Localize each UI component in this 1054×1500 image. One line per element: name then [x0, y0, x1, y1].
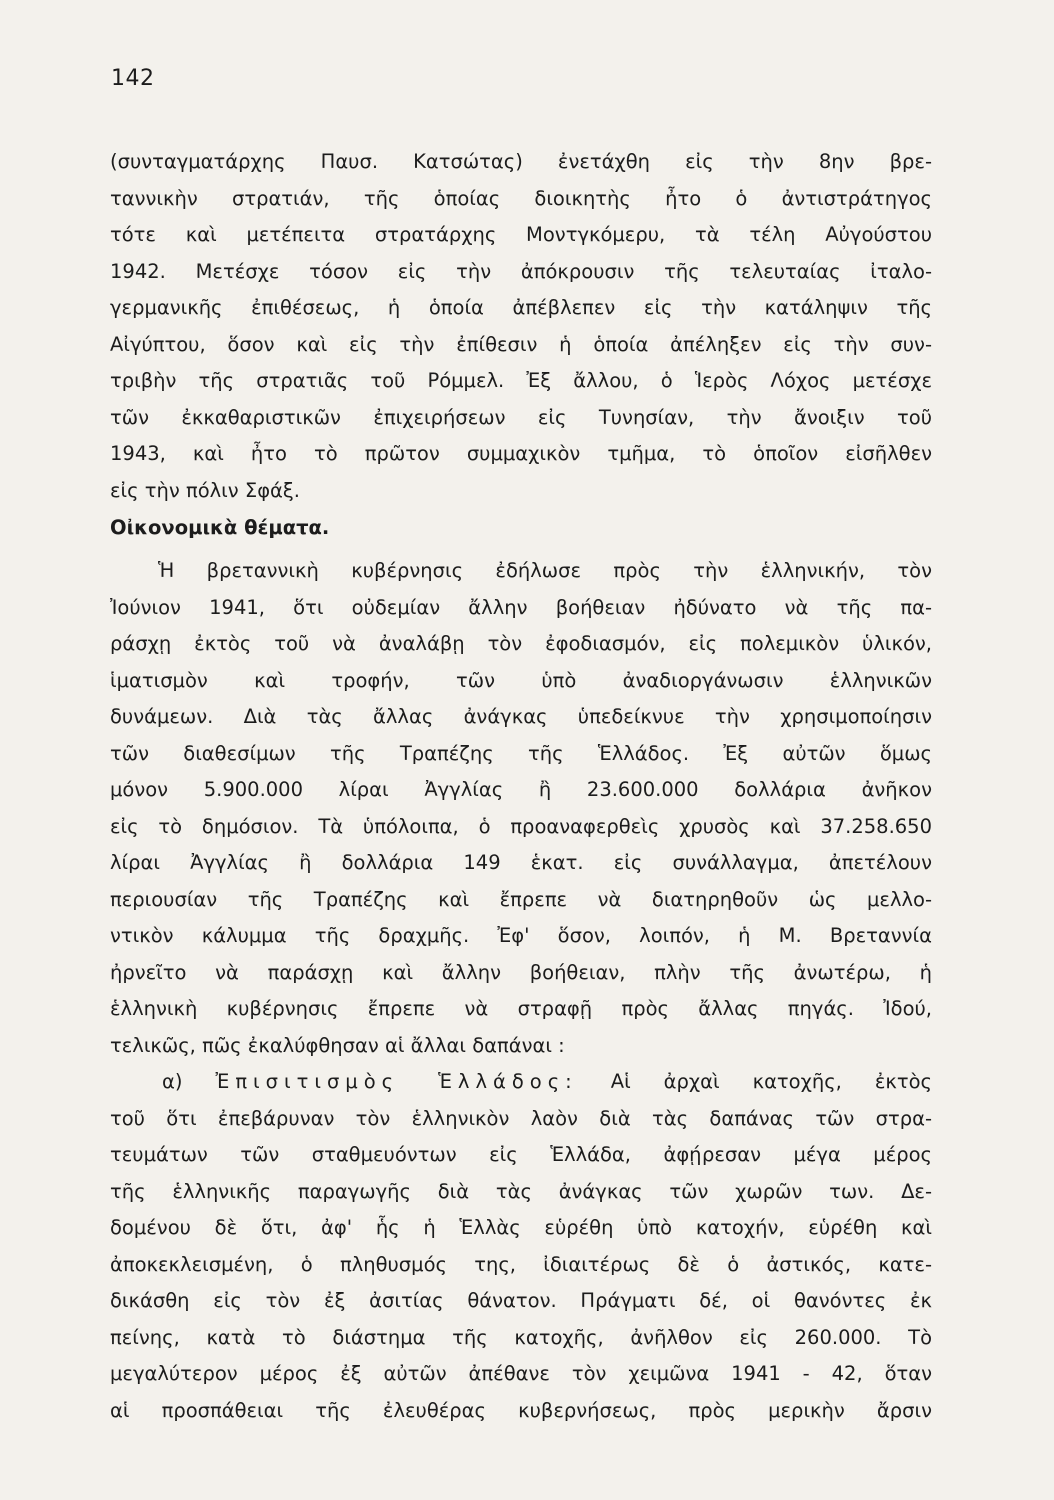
text-line: ἠρνεῖτο νὰ παράσχῃ καὶ ἄλλην βοήθειαν, πλὴν τῆς ἀνωτέρω, ἡ — [110, 960, 932, 984]
text-line: δικάσθη εἰς τὸν ἐξ ἀσιτίας θάνατον. Πράγματι δέ, οἱ θανόντες ἐκ — [110, 1289, 932, 1312]
text-line: μόνον 5.900.000 λίραι Ἀγγλίας ἢ 23.600.000 δολλάρια ἀνῆκον — [110, 778, 932, 801]
text-line: τῆς ἑλληνικῆς παραγωγῆς διὰ τὰς ἀνάγκας τῶν χωρῶν των. Δε- — [110, 1179, 932, 1203]
paragraph-economic-matters — [110, 553, 932, 1064]
page-number: 142 — [111, 66, 155, 91]
item-label: α) — [162, 1070, 183, 1093]
text-line — [110, 1064, 932, 1101]
text-line: ντικὸν κάλυμμα τῆς δραχμῆς. Ἐφ' ὅσον, λοιπόν, ἡ Μ. Βρεταννία — [110, 924, 932, 947]
text-line: τοῦ ὅτι ἐπεβάρυναν τὸν ἑλληνικὸν λαὸν διὰ τὰς δαπάνας τῶν στρα- — [110, 1106, 932, 1130]
text-line: περιουσίαν τῆς Τραπέζης καὶ ἔπρεπε νὰ διατηρηθοῦν ὡς μελλο- — [110, 887, 932, 911]
text-line: 1943, καὶ ἦτο τὸ πρῶτον συμμαχικὸν τμῆμα, τὸ ὁποῖον εἰσῆλθεν — [110, 442, 932, 465]
text-line: ταννικὴν στρατιάν, τῆς ὁποίας διοικητὴς ἦτο ὁ ἀντιστράτηγος — [110, 186, 932, 210]
text-line: δομένου δὲ ὅτι, ἀφ' ἧς ἡ Ἑλλὰς εὑρέθη ὑπὸ κατοχήν, εὑρέθη καὶ — [110, 1216, 932, 1239]
text-line: δυνάμεων. Διὰ τὰς ἄλλας ἀνάγκας ὑπεδείκνυε τὴν χρησιμοποίησιν — [110, 705, 932, 728]
text-fragment: Αἱ ἀρχαὶ κατοχῆς, ἐκτὸς — [610, 1070, 932, 1093]
text-line: γερμανικῆς ἐπιθέσεως, ἡ ὁποία ἀπέβλεπεν εἰς τὴν κατάληψιν τῆς — [110, 296, 932, 319]
text-line: τότε καὶ μετέπειτα στρατάρχης Μοντγκόμερυ, τὰ τέλη Αὐγούστου — [110, 223, 932, 246]
text-line: εἰς τὴν πόλιν Σφάξ. — [110, 478, 300, 502]
text-line: τριβὴν τῆς στρατιᾶς τοῦ Ρόμμελ. Ἐξ ἄλλου, ὁ Ἱερὸς Λόχος μετέσχε — [110, 369, 932, 392]
text-line: ἀποκεκλεισμένη, ὁ πληθυσμός της, ἰδιαιτέρως δὲ ὁ ἀστικός, κατε- — [110, 1252, 932, 1276]
text-line: (συνταγματάρχης Παυσ. Κατσώτας) ἐνετάχθη εἰς τὴν 8ην βρε- — [110, 150, 932, 173]
text-line: τευμάτων τῶν σταθμευόντων εἰς Ἑλλάδα, ἀφῄρεσαν μέγα μέρος — [110, 1143, 932, 1166]
text-line: πείνης, κατὰ τὸ διάστημα τῆς κατοχῆς, ἀνῆλθον εἰς 260.000. Τὸ — [110, 1325, 932, 1349]
text-line: 1942. Μετέσχε τόσον εἰς τὴν ἀπόκρουσιν τῆς τελευταίας ἰταλο- — [110, 259, 932, 283]
text-line: εἰς τὸ δημόσιον. Τὰ ὑπόλοιπα, ὁ προαναφερθεὶς χρυσὸς καὶ 37.258.650 — [110, 814, 932, 838]
text-line: ράσχῃ ἐκτὸς τοῦ νὰ ἀναλάβῃ τὸν ἐφοδιασμόν, εἰς πολεμικὸν ὑλικόν, — [110, 632, 932, 655]
spaced-subheading: Ἐπισιτισμὸς Ἑλλάδος: — [215, 1070, 578, 1093]
text-line: Ἰούνιον 1941, ὅτι οὐδεμίαν ἄλλην βοήθειαν ἠδύνατο νὰ τῆς πα- — [110, 595, 932, 619]
text-line: τελικῶς, πῶς ἐκαλύφθησαν αἱ ἄλλαι δαπάναι : — [110, 1033, 565, 1057]
text-line: αἱ προσπάθειαι τῆς ἐλευθέρας κυβερνήσεως, πρὸς μερικὴν ἄρσιν — [110, 1398, 932, 1422]
text-line: τῶν διαθεσίμων τῆς Τραπέζης τῆς Ἑλλάδος. Ἐξ αὐτῶν ὅμως — [110, 741, 932, 765]
text-line: μεγαλύτερον μέρος ἐξ αὐτῶν ἀπέθανε τὸν χειμῶνα 1941 - 42, ὅταν — [110, 1362, 932, 1385]
paragraph-food-supply — [110, 1064, 932, 1429]
text-line: ἱματισμὸν καὶ τροφήν, τῶν ὑπὸ ἀναδιοργάνωσιν ἑλληνικῶν — [110, 668, 932, 692]
section-heading: Οἰκονομικὰ θέματα. — [110, 516, 330, 539]
text-line: τῶν ἐκκαθαριστικῶν ἐπιχειρήσεων εἰς Τυνησίαν, τὴν ἄνοιξιν τοῦ — [110, 405, 932, 429]
text-line: ἑλληνικὴ κυβέρνησις ἔπρεπε νὰ στραφῇ πρὸς ἄλλας πηγάς. Ἰδού, — [110, 997, 932, 1020]
text-line: Ἡ βρεταννικὴ κυβέρνησις ἐδήλωσε πρὸς τὴν ἑλληνικήν, τὸν — [158, 559, 932, 582]
text-line: λίραι Ἀγγλίας ἢ δολλάρια 149 ἑκατ. εἰς συνάλλαγμα, ἀπετέλουν — [110, 851, 932, 874]
text-line: Αἰγύπτου, ὅσον καὶ εἰς τὴν ἐπίθεσιν ἡ ὁποία ἀπέληξεν εἰς τὴν συν- — [110, 332, 932, 356]
paragraph-greek-brigade — [110, 144, 932, 509]
